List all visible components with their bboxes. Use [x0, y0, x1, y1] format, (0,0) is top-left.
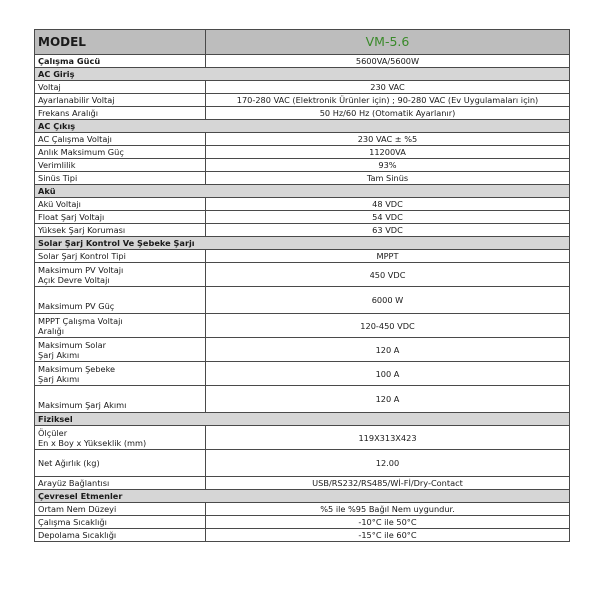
table-row	[35, 362, 570, 386]
table-row	[35, 94, 570, 107]
section-header-ac-out	[35, 120, 570, 133]
row-value: 54 VDC	[206, 211, 570, 224]
row-label-line: Maksimum Solar	[38, 339, 106, 350]
row-label-line: Ölçüler	[38, 427, 68, 438]
row-label: Voltaj	[35, 81, 206, 94]
power-value: 5600VA/5600W	[206, 55, 570, 68]
table-row	[35, 81, 570, 94]
row-label	[35, 426, 206, 450]
section-header-physical	[35, 413, 570, 426]
table-row	[35, 263, 570, 287]
spec-table	[34, 29, 570, 542]
row-label-line: En x Boy x Yükseklik (mm)	[38, 437, 147, 448]
section-title: Akü	[35, 185, 570, 198]
row-label: Frekans Aralığı	[35, 107, 206, 120]
row-label: Çalışma Sıcaklığı	[35, 516, 206, 529]
table-row	[35, 529, 570, 542]
section-title: Fiziksel	[35, 413, 570, 426]
row-value: USB/RS232/RS485/Wİ-Fİ/Dry-Contact	[206, 477, 570, 490]
row-label	[35, 362, 206, 386]
row-value: 120 A	[206, 386, 570, 413]
row-value: %5 ile %95 Bağıl Nem uygundur.	[206, 503, 570, 516]
model-label: MODEL	[35, 30, 206, 55]
table-row	[35, 224, 570, 237]
row-value: -15°C ile 60°C	[206, 529, 570, 542]
row-label: Yüksek Şarj Koruması	[35, 224, 206, 237]
section-title: AC Giriş	[35, 68, 570, 81]
table-row	[35, 133, 570, 146]
row-value: 120-450 VDC	[206, 314, 570, 338]
table-row	[35, 503, 570, 516]
row-value: 170-280 VAC (Elektronik Ürünler için) ; 90-280 VAC (Ev Uygulamaları için)	[206, 94, 570, 107]
row-label-line: Açık Devre Voltajı	[38, 274, 110, 285]
row-label	[35, 314, 206, 338]
row-label: AC Çalışma Voltajı	[35, 133, 206, 146]
row-label: Net Ağırlık (kg)	[35, 450, 206, 477]
section-header-env	[35, 490, 570, 503]
table-row	[35, 426, 570, 450]
row-value: 119X313X423	[206, 426, 570, 450]
table-row	[35, 450, 570, 477]
section-title: AC Çıkış	[35, 120, 570, 133]
row-value: 50 Hz/60 Hz (Otomatik Ayarlanır)	[206, 107, 570, 120]
table-row	[35, 159, 570, 172]
table-row	[35, 386, 570, 413]
row-label	[35, 338, 206, 362]
row-label-line: Şarj Akımı	[38, 373, 80, 384]
table-row	[35, 211, 570, 224]
row-value: 11200VA	[206, 146, 570, 159]
row-label-line: Aralığı	[38, 325, 65, 336]
row-value: 12.00	[206, 450, 570, 477]
row-label: Arayüz Bağlantısı	[35, 477, 206, 490]
row-label: Float Şarj Voltajı	[35, 211, 206, 224]
section-header-solar	[35, 237, 570, 250]
table-row	[35, 338, 570, 362]
table-row	[35, 146, 570, 159]
row-label: Maksimum PV Güç	[35, 287, 206, 314]
table-row	[35, 55, 570, 68]
section-title: Çevresel Etmenler	[35, 490, 570, 503]
section-header-ac-in	[35, 68, 570, 81]
row-label-line: Maksimum Şebeke	[38, 363, 116, 374]
row-value: -10°C ile 50°C	[206, 516, 570, 529]
table-row	[35, 172, 570, 185]
row-value: 230 VAC	[206, 81, 570, 94]
row-label: Verimlilik	[35, 159, 206, 172]
row-label	[35, 263, 206, 287]
row-value: 120 A	[206, 338, 570, 362]
table-row	[35, 287, 570, 314]
row-value: Tam Sinüs	[206, 172, 570, 185]
row-value: 450 VDC	[206, 263, 570, 287]
section-header-battery	[35, 185, 570, 198]
table-row	[35, 477, 570, 490]
power-label: Çalışma Gücü	[35, 55, 206, 68]
table-row	[35, 314, 570, 338]
table-row	[35, 198, 570, 211]
row-value: MPPT	[206, 250, 570, 263]
row-label: Solar Şarj Kontrol Tipi	[35, 250, 206, 263]
row-label: Ortam Nem Düzeyi	[35, 503, 206, 516]
row-value: 63 VDC	[206, 224, 570, 237]
table-row	[35, 250, 570, 263]
row-label: Anlık Maksimum Güç	[35, 146, 206, 159]
spec-sheet	[34, 29, 569, 542]
row-label: Depolama Sıcaklığı	[35, 529, 206, 542]
row-value: 6000 W	[206, 287, 570, 314]
row-label: Akü Voltajı	[35, 198, 206, 211]
row-value: 100 A	[206, 362, 570, 386]
row-value: 230 VAC ± %5	[206, 133, 570, 146]
row-label-line: Şarj Akımı	[38, 349, 80, 360]
row-label-line: MPPT Çalışma Voltajı	[38, 315, 123, 326]
row-label-line: Maksimum PV Voltajı	[38, 264, 124, 275]
row-label: Sinüs Tipi	[35, 172, 206, 185]
table-row	[35, 107, 570, 120]
table-row	[35, 516, 570, 529]
row-value: 48 VDC	[206, 198, 570, 211]
row-label: Ayarlanabilir Voltaj	[35, 94, 206, 107]
model-value: VM-5.6	[206, 30, 570, 55]
table-header-row	[35, 30, 570, 55]
row-label: Maksimum Şarj Akımı	[35, 386, 206, 413]
section-title: Solar Şarj Kontrol Ve Şebeke Şarjı	[35, 237, 570, 250]
row-value: 93%	[206, 159, 570, 172]
